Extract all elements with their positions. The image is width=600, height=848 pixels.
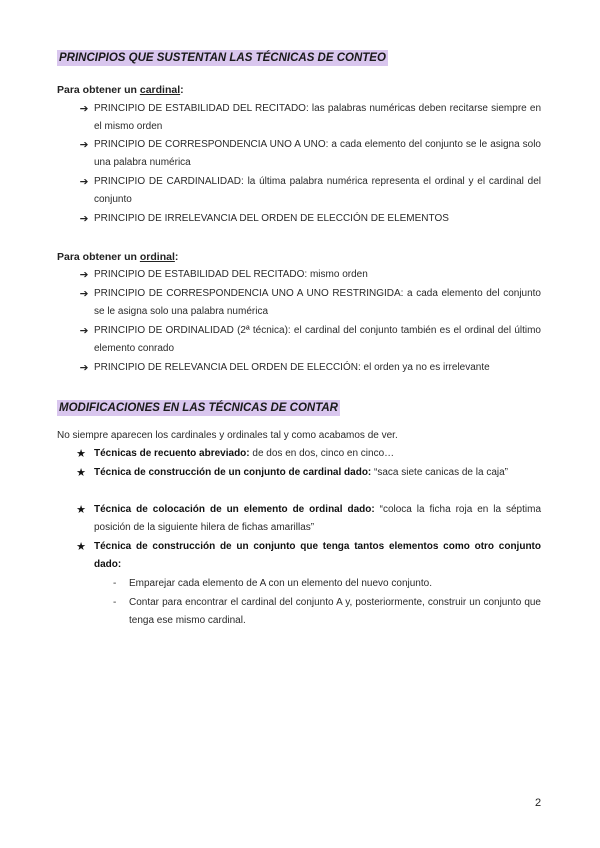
item-title: Técnica de colocación de un elemento de ordinal dado: xyxy=(94,504,375,515)
dash-marker: - xyxy=(113,578,117,589)
list-item: PRINCIPIO DE ESTABILIDAD DEL RECITADO: mismo orden xyxy=(94,269,368,280)
arrow-icon: ➔ xyxy=(79,269,89,281)
subheading-keyword: cardinal xyxy=(139,84,181,96)
item-title: Técnicas de recuento abreviado: xyxy=(94,448,250,459)
list-item: PRINCIPIO DE ESTABILIDAD DEL RECITADO: las palabras numéricas deben recitarse siempre en el mismo orden xyxy=(94,103,541,132)
page-number: 2 xyxy=(535,797,542,809)
star-icon: ★ xyxy=(76,448,86,460)
list-item xyxy=(94,501,541,537)
arrow-icon: ➔ xyxy=(79,103,89,115)
arrow-icon: ➔ xyxy=(79,213,89,225)
list-item xyxy=(94,445,541,463)
arrow-icon: ➔ xyxy=(79,325,89,337)
sub-list-item: Contar para encontrar el cardinal del conjunto A y, posteriormente, construir un conjunto que tenga ese mismo cardinal. xyxy=(129,597,541,626)
arrow-icon: ➔ xyxy=(79,176,89,188)
section-title-modificaciones: MODIFICACIONES EN LAS TÉCNICAS DE CONTAR xyxy=(59,402,338,414)
arrow-icon: ➔ xyxy=(79,288,89,300)
star-icon: ★ xyxy=(76,467,86,479)
item-title: Técnica de construcción de un conjunto de cardinal dado: xyxy=(94,467,372,478)
sub-list-item: Emparejar cada elemento de A con un elemento del nuevo conjunto. xyxy=(129,578,432,589)
item-text: “coloca la ficha roja en la séptima posición de la siguiente hilera de fichas amarillas” xyxy=(94,504,542,533)
subheading-prefix: Para obtener un xyxy=(57,84,140,96)
subheading-suffix: : xyxy=(174,251,179,263)
list-item: PRINCIPIO DE IRRELEVANCIA DEL ORDEN DE ELECCIÓN DE ELEMENTOS xyxy=(94,213,449,224)
list-item: PRINCIPIO DE CARDINALIDAD: la última palabra numérica representa el ordinal y el cardinal del conjunto xyxy=(94,176,541,205)
arrow-icon: ➔ xyxy=(79,139,89,151)
list-item xyxy=(94,538,541,574)
item-title: Técnica de construcción de un conjunto que tenga tantos elementos como otro conjunto dado: xyxy=(94,541,541,570)
item-text: “saca siete canicas de la caja” xyxy=(371,467,508,478)
star-icon: ★ xyxy=(76,504,86,516)
star-icon: ★ xyxy=(76,541,86,553)
subheading-keyword: ordinal xyxy=(139,251,175,263)
section-intro: No siempre aparecen los cardinales y ordinales tal y como acabamos de ver. xyxy=(57,430,398,441)
section-title-principios: PRINCIPIOS QUE SUSTENTAN LAS TÉCNICAS DE CONTEO xyxy=(59,52,386,64)
dash-marker: - xyxy=(113,597,117,608)
list-item: PRINCIPIO DE CORRESPONDENCIA UNO A UNO: a cada elemento del conjunto se le asigna solo una palabra numérica xyxy=(94,139,541,168)
arrow-icon: ➔ xyxy=(79,362,89,374)
list-item: PRINCIPIO DE RELEVANCIA DEL ORDEN DE ELECCIÓN: el orden ya no es irrelevante xyxy=(94,362,490,373)
item-text: de dos en dos, cinco en cinco… xyxy=(249,448,395,459)
list-item xyxy=(94,464,541,482)
subheading-cardinal xyxy=(57,83,184,97)
subheading-ordinal xyxy=(57,250,178,264)
subheading-suffix: : xyxy=(180,84,184,96)
subheading-prefix: Para obtener un xyxy=(57,251,140,263)
list-item: PRINCIPIO DE ORDINALIDAD (2ª técnica): el cardinal del conjunto también es el ordinal del último elemento conrado xyxy=(94,325,541,354)
list-item: PRINCIPIO DE CORRESPONDENCIA UNO A UNO RESTRINGIDA: a cada elemento del conjunto se le asigna solo una palabra numérica xyxy=(94,288,541,317)
